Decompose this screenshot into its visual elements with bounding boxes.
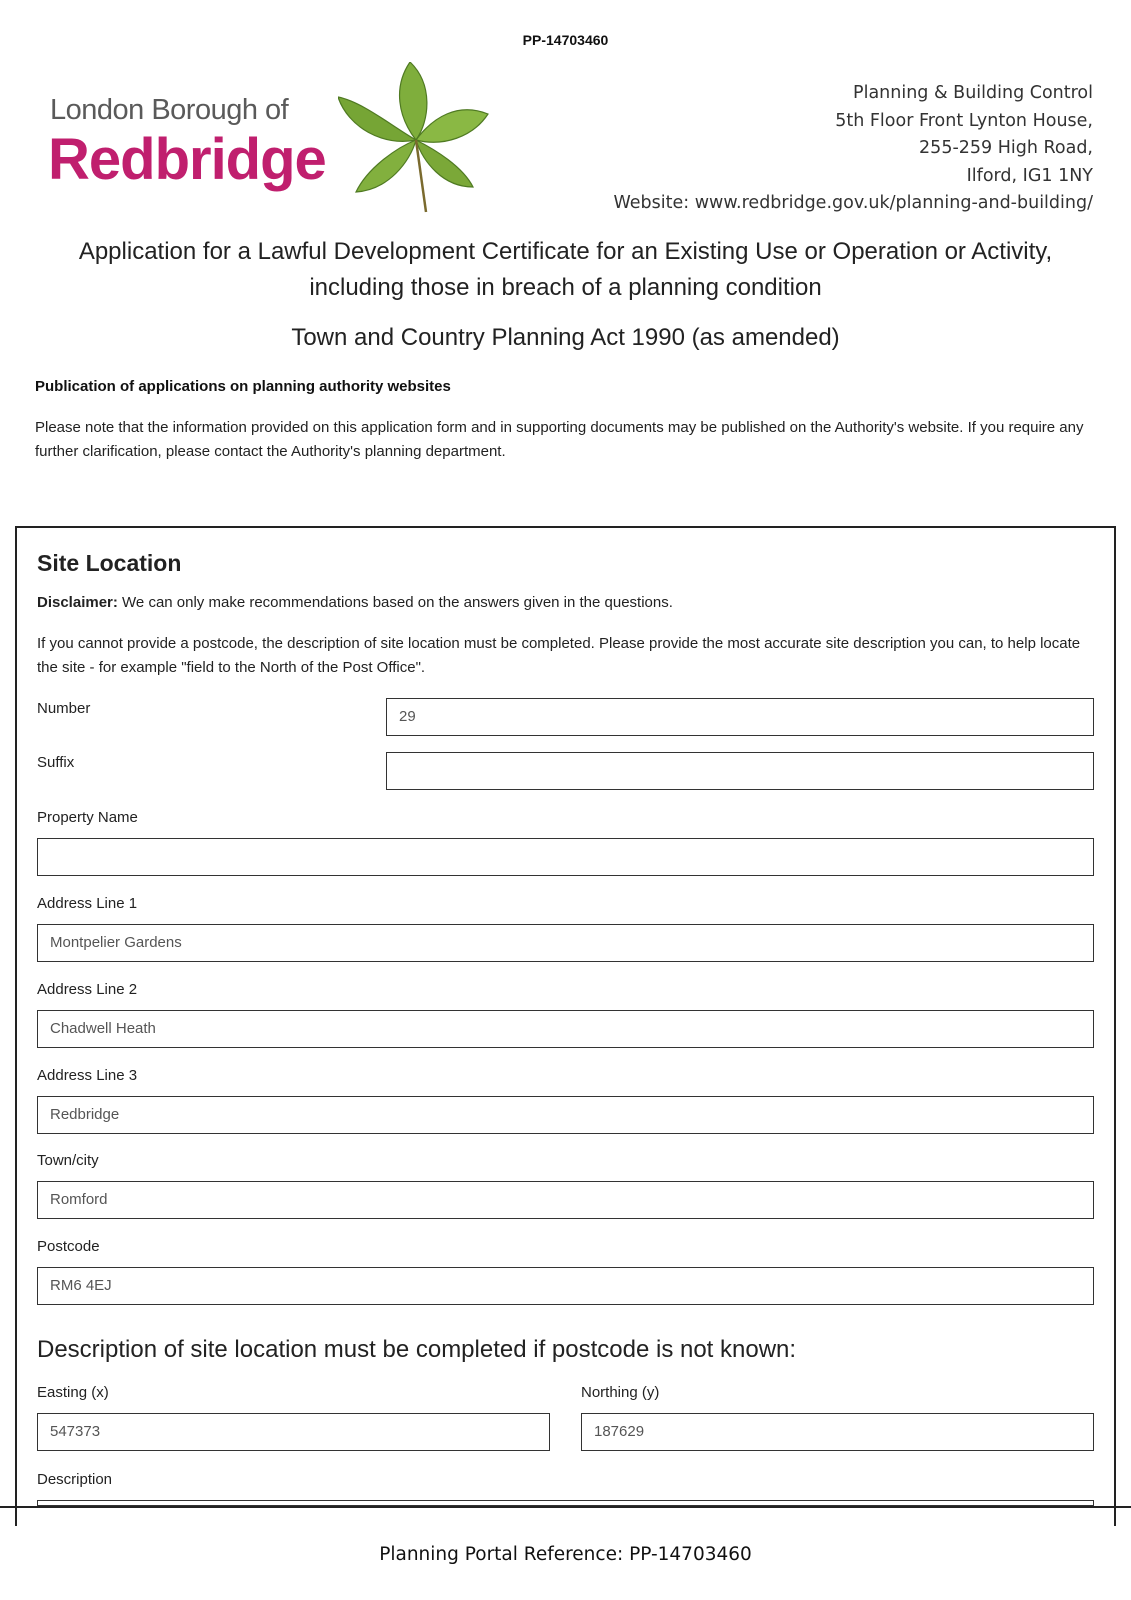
act-subtitle: Town and Country Planning Act 1990 (as amended): [291, 324, 840, 351]
council-logo: [48, 62, 508, 222]
easting-label: Easting (x): [37, 1384, 109, 1401]
footer-reference: Planning Portal Reference: PP-14703460: [379, 1544, 752, 1565]
address-line-3-label: Address Line 3: [37, 1067, 138, 1084]
address-line-2-label: Address Line 2: [37, 981, 138, 998]
easting-field[interactable]: 547373: [37, 1413, 550, 1451]
number-field[interactable]: 29: [386, 698, 1094, 736]
address-line: 5th Floor Front Lynton House,: [835, 110, 1093, 131]
logo-text-line2: Redbridge: [48, 127, 326, 192]
northing-field[interactable]: 187629: [581, 1413, 1094, 1451]
council-address: [614, 80, 1094, 218]
address-line-3-field[interactable]: Redbridge: [37, 1096, 1094, 1134]
address-line-2-field[interactable]: Chadwell Heath: [37, 1010, 1094, 1048]
publication-text: Please note that the information provided on this application form and in supporting documents may be published on the Authority's website. If you require any further clarification, please contact the Authority's planning department.: [35, 419, 1084, 460]
form-title-line2: including those in breach of a planning condition: [309, 274, 822, 301]
form-title: [0, 234, 1131, 306]
logo-text-line1: London Borough of: [50, 94, 289, 126]
publication-heading: Publication of applications on planning authority websites: [35, 378, 451, 395]
suffix-label: Suffix: [37, 754, 75, 771]
property-name-field[interactable]: [37, 838, 1094, 876]
property-name-label: Property Name: [37, 809, 138, 826]
address-line: 255-259 High Road,: [919, 138, 1093, 158]
description-label: Description: [37, 1471, 113, 1488]
town-city-field[interactable]: Romford: [37, 1181, 1094, 1219]
postcode-field[interactable]: RM6 4EJ: [37, 1267, 1094, 1305]
chestnut-leaf-icon: [338, 62, 498, 217]
location-instructions: If you cannot provide a postcode, the description of site location must be completed. Please provide the most accurate site description you can, to help locate the site - for example "field to the North of the Post Office".: [37, 635, 1081, 676]
disclaimer-label: Disclaimer:: [37, 594, 118, 611]
address-line: Ilford, IG1 1NY: [966, 165, 1093, 186]
footer-divider: [0, 1506, 1131, 1508]
number-label: Number: [37, 700, 91, 717]
disclaimer-text: We can only make recommendations based on the answers given in the questions.: [117, 594, 673, 611]
address-line-1-label: Address Line 1: [37, 895, 138, 912]
northing-label: Northing (y): [581, 1384, 660, 1401]
application-reference: PP-14703460: [522, 32, 609, 48]
postcode-label: Postcode: [37, 1238, 100, 1255]
town-city-label: Town/city: [37, 1152, 99, 1169]
address-line-1-field[interactable]: Montpelier Gardens: [37, 924, 1094, 962]
section-title: Site Location: [37, 550, 182, 576]
address-line: Planning & Building Control: [853, 83, 1093, 103]
description-heading: Description of site location must be completed if postcode is not known:: [37, 1336, 797, 1363]
form-title-line1: Application for a Lawful Development Certificate for an Existing Use or Operation or Activity,: [78, 238, 1053, 265]
website-link[interactable]: Website: www.redbridge.gov.uk/planning-and-building/: [613, 193, 1093, 213]
disclaimer: [37, 594, 673, 611]
suffix-field[interactable]: [386, 752, 1094, 790]
